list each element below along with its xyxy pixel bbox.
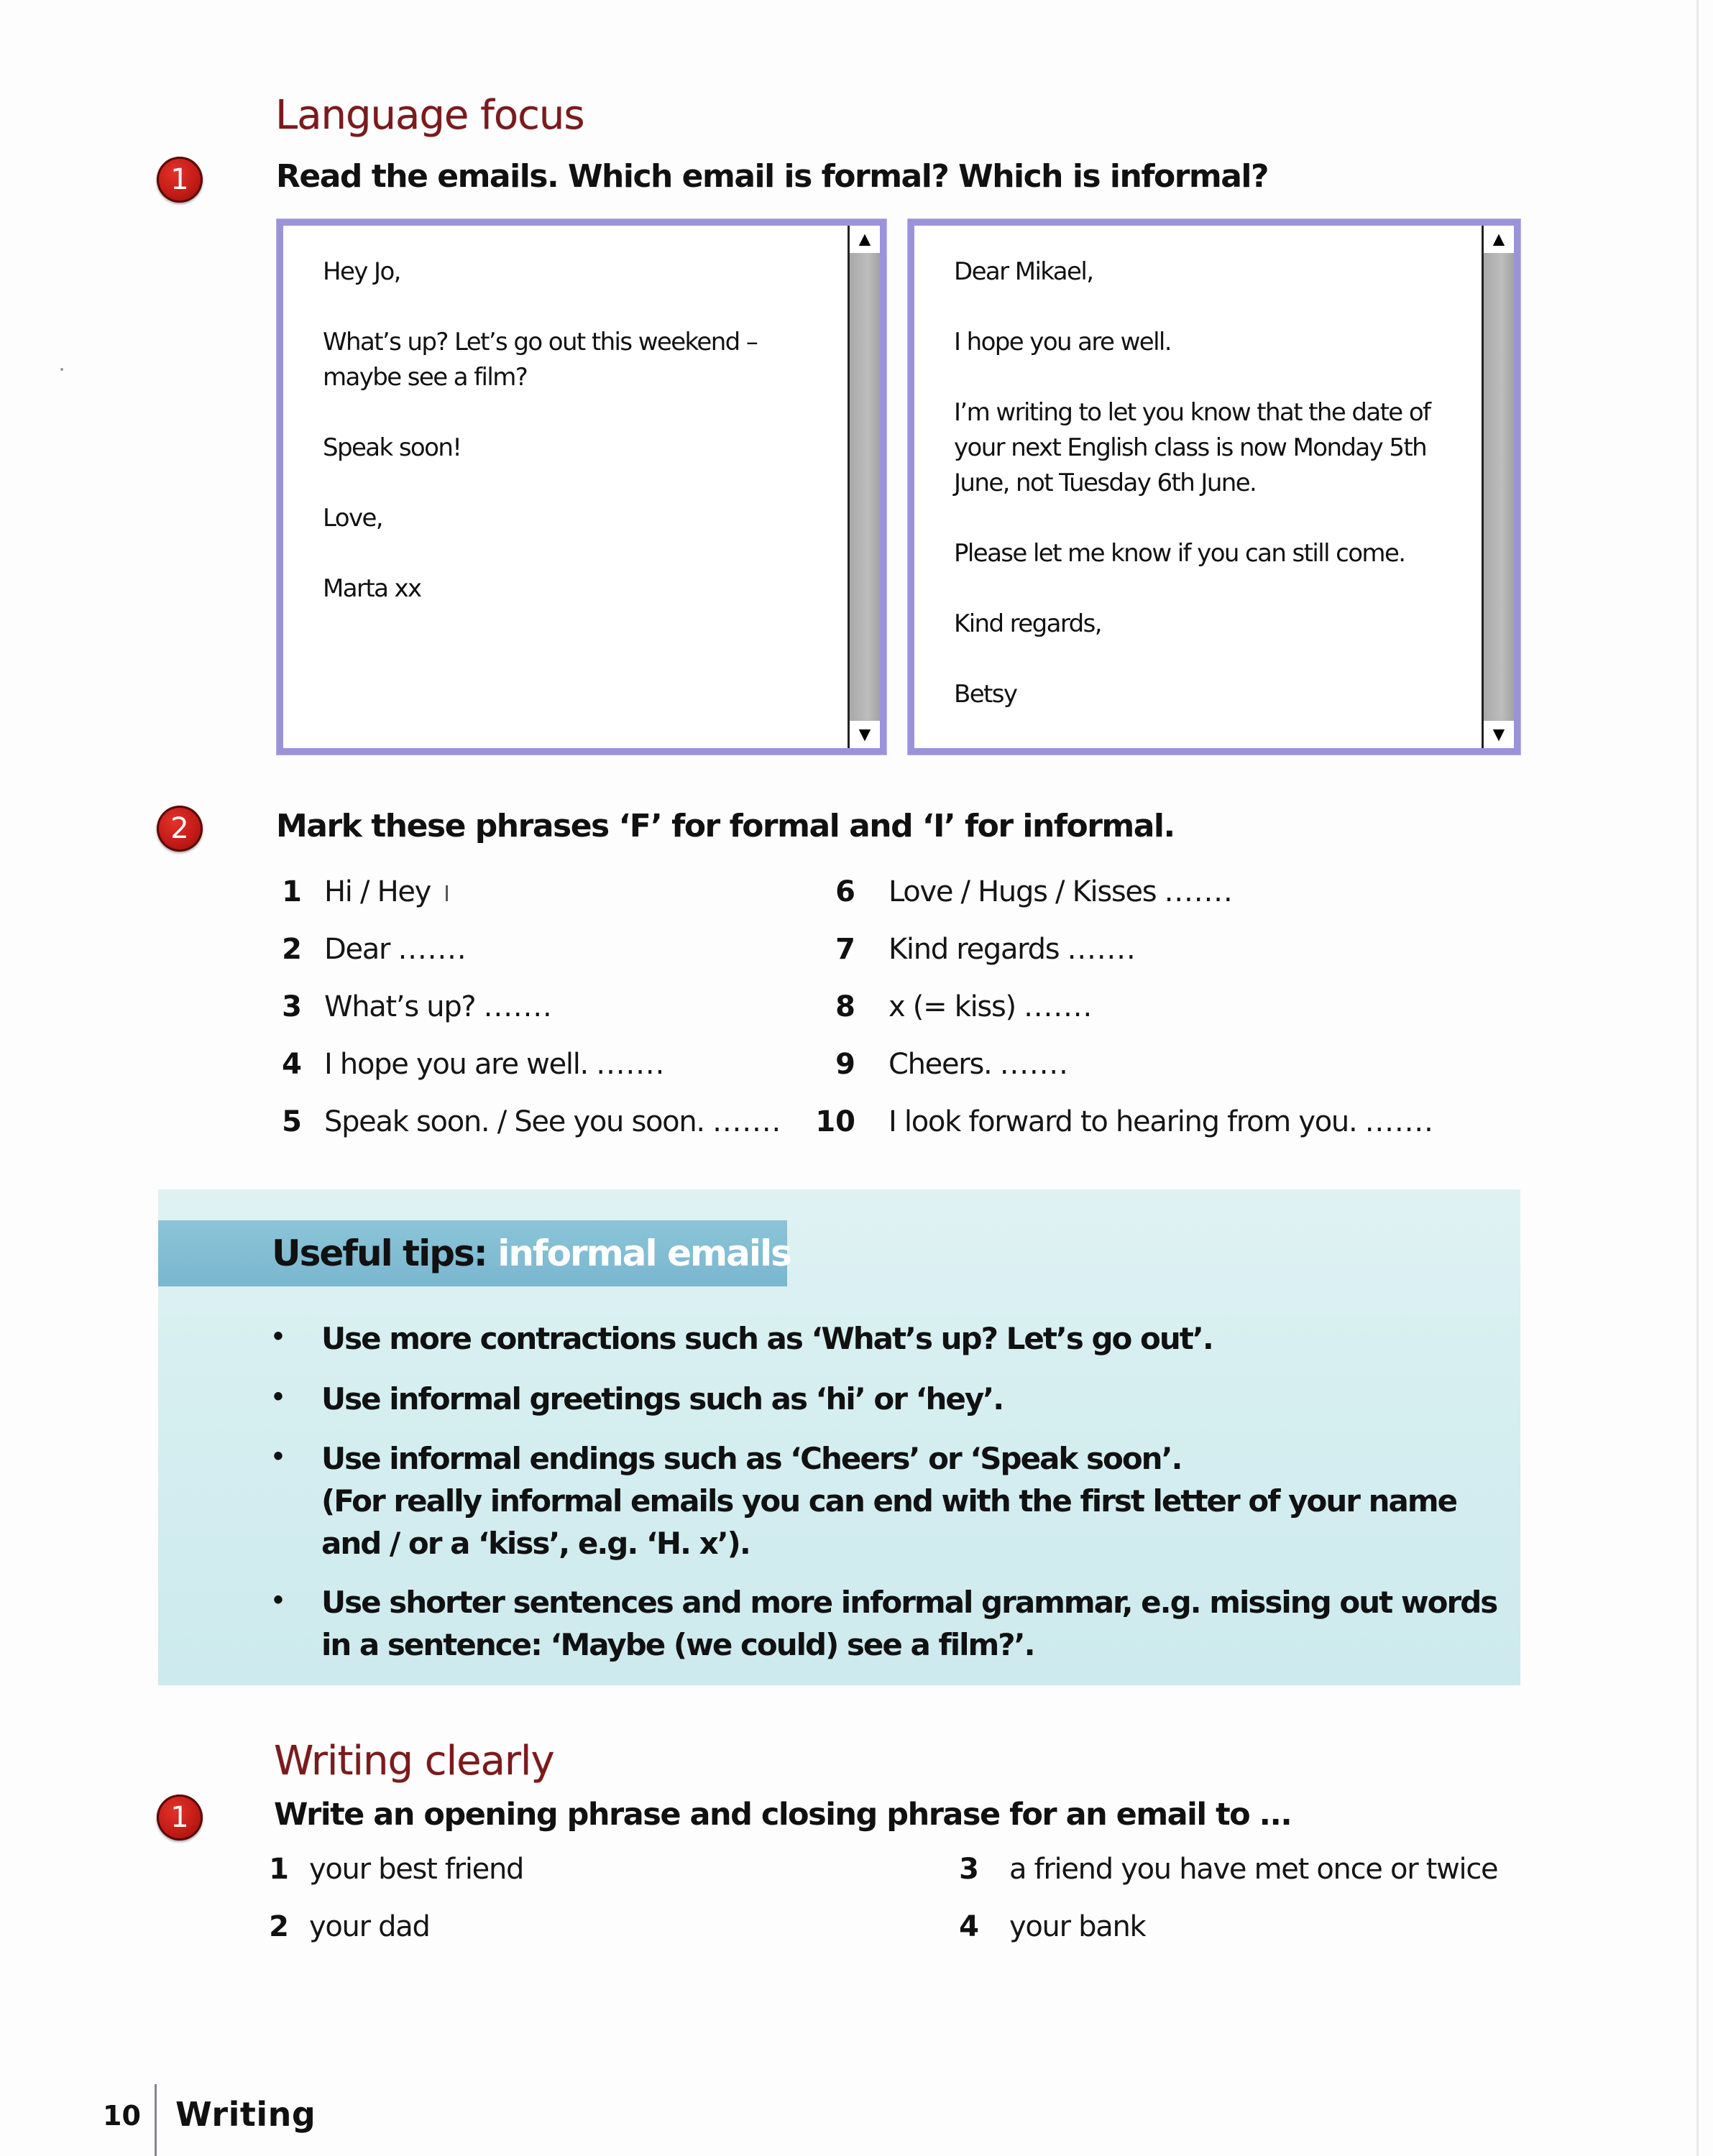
exercise-number-badge: 1 — [157, 157, 203, 203]
answer-blank[interactable]: ....... — [999, 1048, 1069, 1081]
phrase-item-line — [324, 875, 449, 908]
footer-section-label: Writing — [175, 2095, 316, 2134]
answer-blank[interactable]: ....... — [1067, 933, 1136, 966]
answer-blank[interactable]: ....... — [398, 933, 467, 966]
phrase-item-line — [324, 1105, 781, 1138]
phrase-item-number: 4 — [282, 1048, 302, 1081]
answer-blank[interactable]: ....... — [712, 1105, 782, 1138]
exercise-instruction: Write an opening phrase and closing phrase for an email to ... — [274, 1797, 1292, 1833]
email-body — [954, 254, 1435, 747]
scroll-up-arrow-icon[interactable]: ▲ — [1484, 226, 1514, 253]
phrase-item-line — [888, 1048, 1069, 1081]
answer-blank[interactable]: ....... — [1164, 875, 1234, 908]
email-paragraph: Marta xx — [323, 574, 421, 603]
phrase-item-line — [888, 933, 1136, 966]
phrase-item-number: 2 — [282, 933, 302, 966]
email-body — [323, 254, 801, 642]
phrase-text: What’s up? — [324, 990, 476, 1023]
phrase-item-line — [888, 990, 1093, 1023]
email-paragraph: Dear Mikael, — [954, 257, 1093, 286]
email-paragraph: Love, — [323, 504, 382, 533]
phrase-text: Speak soon. / See you soon. — [324, 1105, 704, 1138]
answer-blank[interactable]: ....... — [1024, 990, 1093, 1023]
phrase-item-number: 3 — [282, 990, 302, 1023]
scan-speck — [60, 368, 63, 371]
email-window-informal — [277, 219, 886, 755]
phrase-item-line — [324, 933, 467, 966]
phrase-item-number: 1 — [282, 875, 302, 908]
tip-text: Use informal endings such as ‘Cheers’ or ‘Speak soon’. — [321, 1441, 1182, 1476]
useful-tips-title-accent: informal emails — [497, 1233, 791, 1274]
tip-text: Use more contractions such as ‘What’s up? Let’s go out’. — [321, 1321, 1213, 1356]
recipient-item-number: 2 — [269, 1910, 289, 1943]
phrase-item-line — [324, 990, 553, 1023]
tip-text: Use shorter sentences and more informal grammar, e.g. missing out words in a sentence: ‘Maybe (we could) see a film?’. — [321, 1585, 1497, 1662]
page-edge — [1696, 0, 1699, 2156]
scroll-up-arrow-icon[interactable]: ▲ — [850, 226, 880, 253]
recipient-item-number: 1 — [269, 1853, 289, 1886]
section-title-writing-clearly: Writing clearly — [274, 1738, 554, 1784]
exercise-instruction: Mark these phrases ‘F’ for formal and ‘I’ for informal. — [276, 808, 1175, 844]
scroll-down-arrow-icon[interactable]: ▼ — [1484, 721, 1514, 748]
scroll-down-arrow-icon[interactable]: ▼ — [850, 721, 880, 748]
email-paragraph: I hope you are well. — [954, 328, 1171, 356]
email-window-formal — [908, 219, 1520, 755]
email-paragraph: What’s up? Let’s go out this weekend – maybe see a film? — [323, 328, 758, 392]
recipient-item-number: 3 — [959, 1853, 979, 1886]
bullet-icon: • — [273, 1584, 284, 1616]
bullet-icon: • — [273, 1440, 284, 1472]
phrase-item-number: 6 — [835, 875, 855, 908]
exercise-instruction: Read the emails. Which email is formal? Which is informal? — [276, 158, 1269, 195]
email-paragraph: Hey Jo, — [323, 257, 400, 286]
phrase-text: I hope you are well. — [324, 1048, 588, 1081]
phrase-text: I look forward to hearing from you. — [888, 1105, 1357, 1138]
useful-tips-title — [272, 1226, 791, 1281]
page-number: 10 — [103, 2100, 141, 2132]
phrase-text: Hi / Hey — [324, 875, 431, 908]
phrase-item-line — [888, 1105, 1434, 1138]
useful-tips-title-prefix: Useful tips: — [272, 1233, 487, 1274]
phrase-text: Kind regards — [888, 933, 1060, 966]
email-paragraph: Please let me know if you can still come. — [954, 539, 1405, 568]
phrase-item-line — [888, 875, 1234, 908]
exercise-number-badge: 2 — [157, 806, 203, 852]
answer-mark[interactable]: I — [444, 882, 449, 907]
recipient-item-number: 4 — [959, 1910, 979, 1943]
tip-text: Use informal greetings such as ‘hi’ or ‘hey’. — [321, 1381, 1004, 1416]
phrase-item-number: 8 — [835, 990, 855, 1023]
recipient-item-text: your dad — [309, 1910, 430, 1943]
phrase-item-line — [324, 1048, 665, 1081]
footer-divider — [155, 2084, 157, 2156]
answer-blank[interactable]: ....... — [1364, 1105, 1434, 1138]
recipient-item-text: your best friend — [309, 1853, 524, 1886]
section-title-language-focus: Language focus — [275, 92, 584, 139]
recipient-item-text: your bank — [1009, 1910, 1146, 1943]
bullet-icon: • — [273, 1320, 284, 1352]
email-paragraph: I’m writing to let you know that the date of your next English class is now Monday 5th June, not Tuesday 6th June. — [954, 398, 1430, 497]
email-paragraph: Betsy — [954, 680, 1017, 709]
email-paragraph: Kind regards, — [954, 609, 1101, 638]
phrase-item-number: 5 — [282, 1105, 302, 1138]
tip-text: (For really informal emails you can end with the first letter of your name and / or a ‘kiss’, e.g. ‘H. x’). — [321, 1483, 1457, 1561]
phrase-text: Cheers. — [888, 1048, 992, 1081]
bullet-icon: • — [273, 1381, 284, 1412]
phrase-item-number: 9 — [835, 1048, 855, 1081]
answer-blank[interactable]: ....... — [483, 990, 553, 1023]
scrollbar[interactable] — [848, 226, 880, 748]
phrase-item-number: 10 — [815, 1105, 855, 1138]
exercise-number-badge: 1 — [157, 1795, 203, 1841]
phrase-text: Love / Hugs / Kisses — [888, 875, 1157, 908]
email-paragraph: Speak soon! — [323, 433, 461, 462]
phrase-text: x (= kiss) — [888, 990, 1016, 1023]
phrase-item-number: 7 — [835, 933, 855, 966]
answer-blank[interactable]: ....... — [596, 1048, 666, 1081]
phrase-text: Dear — [324, 933, 390, 966]
scrollbar[interactable] — [1482, 226, 1514, 748]
recipient-item-text: a friend you have met once or twice — [1009, 1853, 1498, 1886]
